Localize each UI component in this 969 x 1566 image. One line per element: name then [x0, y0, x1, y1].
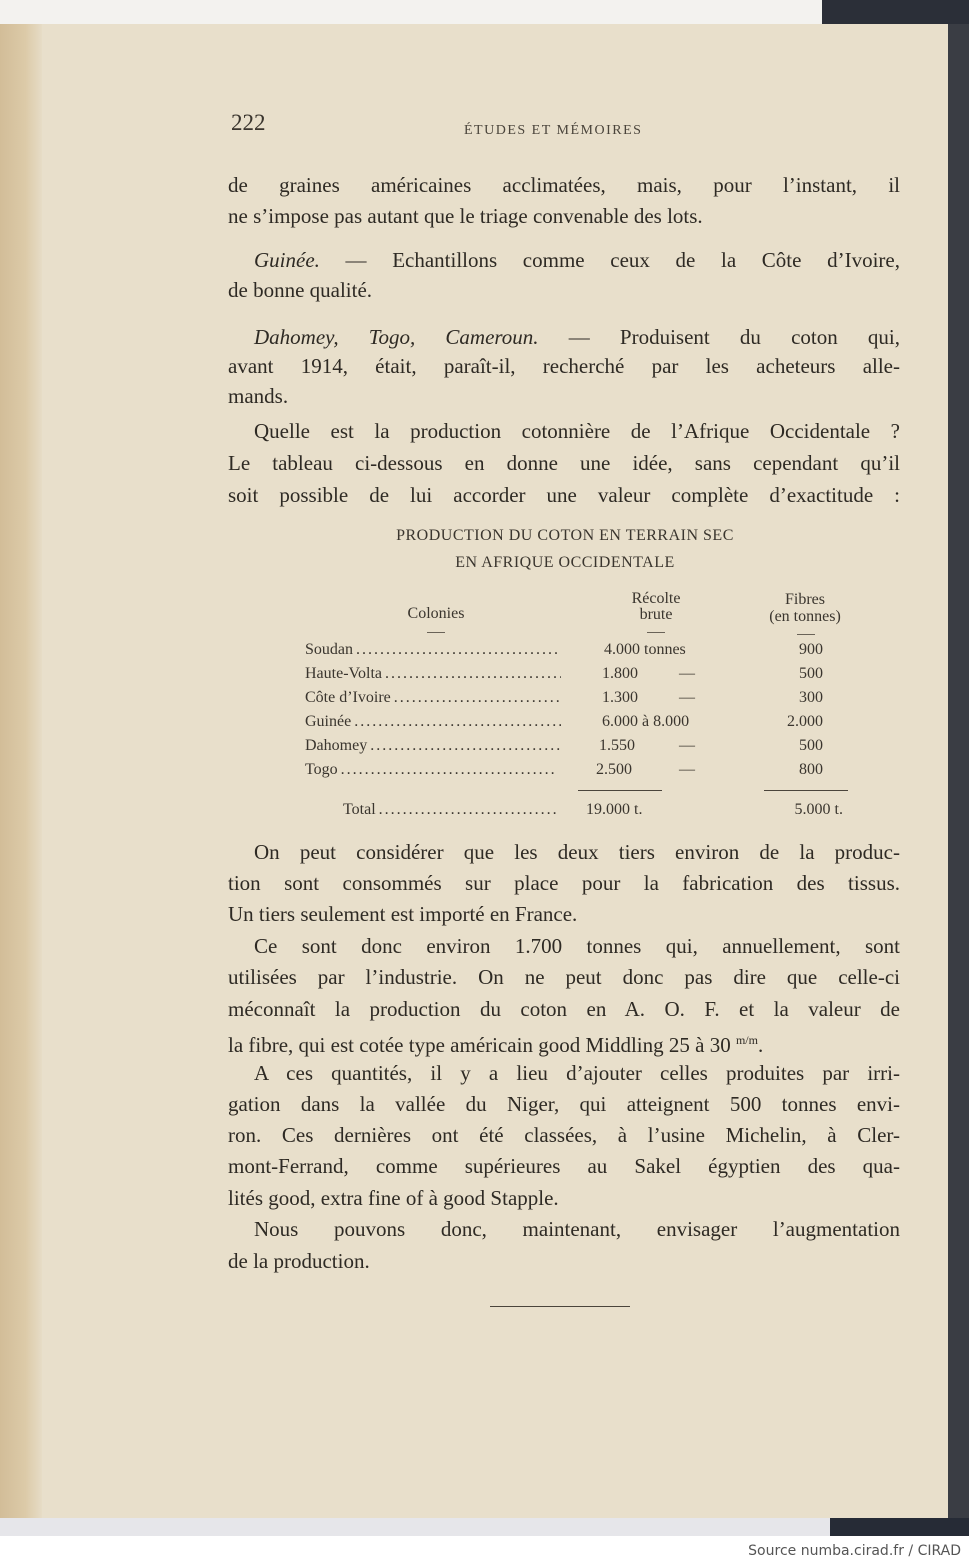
cell-colonie: Dahomey . . .: [305, 737, 561, 755]
cell-colonie: Togo . . .: [305, 761, 561, 779]
italic-heading: Dahomey, Togo, Cameroun.: [254, 325, 539, 349]
text-line: A ces quantités, il y a lieu d’ajouter celles produites par irri-: [254, 1061, 900, 1085]
cell-fibres: 2.000: [787, 713, 823, 730]
cell-recolte: 2.500: [596, 761, 632, 778]
sum-rule: [764, 790, 848, 791]
end-rule: [490, 1306, 630, 1307]
table-title: PRODUCTION DU COTON EN TERRAIN SEC: [396, 527, 734, 544]
text-line: Nous pouvons donc, maintenant, envisager l’augmentation: [254, 1217, 900, 1241]
text-line: tion sont consommés sur place pour la fabrication des tissus.: [228, 871, 900, 895]
text-line: ron. Ces dernières ont été classées, à l’usine Michelin, à Cler-: [228, 1123, 900, 1147]
cell-colonie: Haute-Volta . . .: [305, 665, 561, 683]
cell-fibres: 900: [799, 641, 823, 658]
text-line: soit possible de lui accorder une valeur complète d’exactitude :: [228, 483, 900, 507]
text-line: Quelle est la production cotonnière de l’Afrique Occidentale ?: [254, 419, 900, 443]
text-line: Ce sont donc environ 1.700 tonnes qui, annuellement, sont: [254, 934, 900, 958]
header-fibres-2: (en tonnes): [769, 608, 841, 625]
cell-colonie: Soudan . . .: [305, 641, 561, 659]
scan-dark-border-right: [948, 24, 969, 1536]
cell-colonie: Guinée . . .: [305, 713, 561, 731]
text-line: utilisées par l’industrie. On ne peut donc pas dire que celle-ci: [228, 965, 900, 989]
header-recolte-2: brute: [639, 606, 673, 623]
page-binding-edge: [0, 24, 42, 1520]
text-line: de la production.: [228, 1249, 370, 1273]
cell-ditto: —: [679, 761, 695, 778]
superscript-unit: m/m: [735, 1033, 758, 1047]
cell-colonie: Côte d’Ivoire . . .: [305, 689, 561, 707]
scan-dark-border-top: [822, 0, 969, 26]
header-dash: [427, 632, 445, 633]
page-number: 222: [231, 110, 266, 135]
text-line: de graines américaines acclimatées, mais, pour l’instant, il: [228, 173, 900, 197]
scan-background-bottom: [0, 1518, 830, 1536]
cell-ditto: —: [679, 665, 695, 682]
source-credit: Source numba.cirad.fr / CIRAD: [748, 1543, 961, 1559]
cell-fibres: 500: [799, 665, 823, 682]
cell-fibres: 500: [799, 737, 823, 754]
cell-recolte: 1.300: [602, 689, 638, 706]
header-dash: [647, 632, 665, 633]
text-line: de bonne qualité.: [228, 278, 373, 302]
text-line: méconnaît la production du coton en A. O. F. et la valeur de: [228, 997, 900, 1021]
text-line: gation dans la vallée du Niger, qui atteignent 500 tonnes envi-: [228, 1092, 900, 1116]
sum-rule: [578, 790, 662, 791]
italic-heading: Guinée.: [254, 248, 320, 272]
header-dash: [797, 634, 815, 635]
cell-recolte: 6.000 à 8.000: [602, 713, 690, 730]
cell-fibres: 800: [799, 761, 823, 778]
cell-recolte: 1.550: [599, 737, 635, 754]
text: — Echantillons comme ceux de la Côte d’Ivoire,: [319, 248, 900, 272]
text-line: avant 1914, était, paraît-il, recherché par les acheteurs alle-: [228, 354, 900, 378]
cell-ditto: —: [679, 737, 695, 754]
cell-recolte: 4.000 tonnes: [604, 641, 686, 658]
text: la fibre, qui est cotée type américain good Middling 25 à 30: [228, 1033, 736, 1057]
text-line: [254, 325, 900, 349]
cell-ditto: —: [679, 689, 695, 706]
header-recolte: Récolte: [631, 590, 681, 607]
cell-total-label: Total . . .: [343, 801, 557, 819]
cell-fibres: 300: [799, 689, 823, 706]
cell-recolte: 1.800: [602, 665, 638, 682]
text-line: [228, 1028, 900, 1057]
header-colonies: Colonies: [407, 605, 465, 622]
table-subtitle: EN AFRIQUE OCCIDENTALE: [455, 554, 675, 571]
text-line: mont-Ferrand, comme supérieures au Sakel égyptien des qua-: [228, 1154, 900, 1178]
text-line: On peut considérer que les deux tiers environ de la produc-: [254, 840, 900, 864]
text: — Produisent du coton qui,: [538, 325, 901, 349]
text-line: mands.: [228, 384, 289, 408]
text-line: ne s’impose pas autant que le triage convenable des lots.: [228, 204, 703, 228]
text-line: [254, 248, 900, 272]
text-line: Un tiers seulement est importé en France.: [228, 902, 578, 926]
header-fibres: Fibres: [785, 591, 825, 608]
scan-dark-border-bottom: [830, 1518, 969, 1536]
text-line: lités good, extra fine of à good Stapple.: [228, 1186, 559, 1210]
running-title: ÉTUDES ET MÉMOIRES: [464, 123, 643, 138]
text-line: Le tableau ci-dessous en donne une idée, sans cependant qu’il: [228, 451, 900, 475]
cell-total-fibres: 5.000 t.: [794, 801, 843, 818]
cell-total-recolte: 19.000 t.: [586, 801, 643, 818]
text: .: [757, 1033, 764, 1057]
